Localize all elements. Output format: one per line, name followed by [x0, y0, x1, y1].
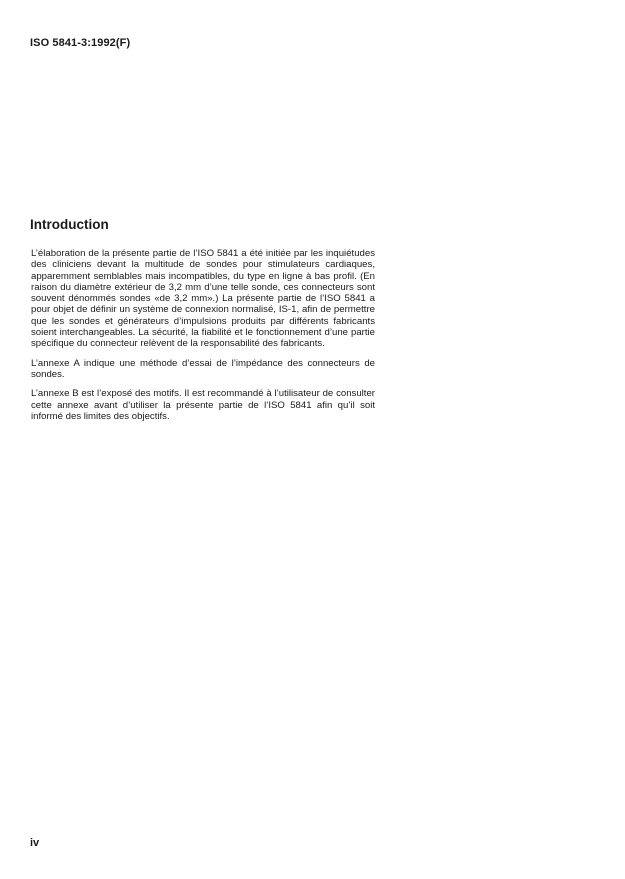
- paragraph-annex-a: L’annexe A indique une méthode d’essai de l’impédance des connecteurs de sondes.: [31, 357, 375, 380]
- page-number: iv: [30, 837, 40, 849]
- paragraph-annex-b: L’annexe B est l’exposé des motifs. Il est recommandé à l’utilisateur de consulter cette annexe avant d’utiliser la présente partie de l’ISO 5841 afin qu’il soit informé des limites des objectifs.: [31, 388, 375, 422]
- document-header: ISO 5841-3:1992(F): [30, 37, 131, 49]
- introduction-body: [31, 248, 375, 430]
- section-title: Introduction: [30, 217, 109, 232]
- paragraph-purpose: L’élaboration de la présente partie de l’ISO 5841 a été initiée par les inquiétudes des cliniciens devant la multitude de sondes pour stimulateurs cardiaques, apparemment semblables mais incompatibles, du type en ligne à bas profil. (En raison du diamètre extérieur de 3,2 mm d’une telle sonde, ces connecteurs sont souvent dénommés sondes «de 3,2 mm».) La présente partie de l’ISO 5841 a pour objet de définir un système de connexion normalisé, IS-1, afin de permettre que les sondes et générateurs d’impulsions produits par différents fabricants soient interchangeables. La sécurité, la fiabilité et le fonctionnement d’une partie spécifique du connecteur relèvent de la responsabilité des fabricants.: [31, 248, 375, 350]
